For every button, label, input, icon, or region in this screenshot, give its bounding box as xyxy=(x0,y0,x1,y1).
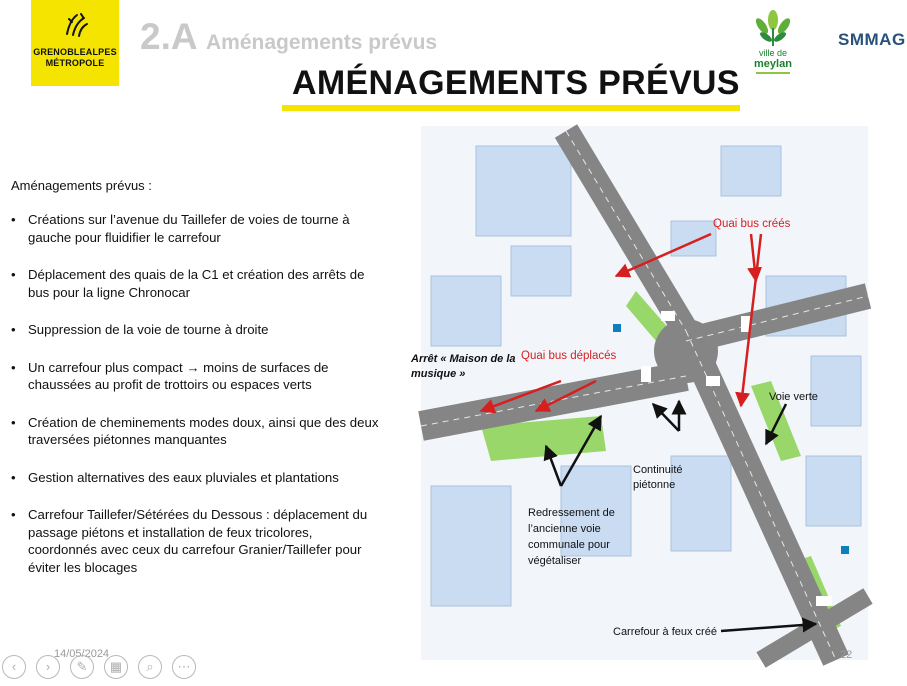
bullet-item: • Créations sur l’avenue du Taillefer de voies de tourne à gauche pour fluidifier le carrefour xyxy=(11,211,381,246)
pen-icon[interactable]: ✎ xyxy=(70,655,94,679)
smmag-logo: SMMAG xyxy=(838,30,906,49)
metropole-logo-icon xyxy=(61,10,91,40)
label-carrefour-feux: Carrefour à feux créé xyxy=(613,626,717,638)
label-continuite-line1: Continuité xyxy=(633,464,683,476)
bullet-item: • Suppression de la voie de tourne à droite xyxy=(11,321,381,339)
logo-text-line2: MÉTROPOLE xyxy=(45,58,105,68)
label-arret-line2: musique » xyxy=(411,368,466,380)
label-redressement-3: communale pour xyxy=(528,539,610,551)
bullet-item: • Un carrefour plus compact → moins de surfaces de chaussées au profit de trottoirs ou espaces verts xyxy=(11,359,381,394)
leaf-icon xyxy=(748,6,798,48)
grenoble-alpes-metropole-logo xyxy=(31,0,119,86)
bullet-item: • Déplacement des quais de la C1 et création des arrêts de bus pour la ligne Chronocar xyxy=(11,266,381,301)
meylan-logo-line1: ville de xyxy=(758,48,787,58)
section-number: 2.A xyxy=(140,16,198,57)
logo-text-line1: GRENOBLEALPES xyxy=(33,47,117,57)
bullet-list xyxy=(11,211,381,596)
label-arret-line1: Arrêt « Maison de la xyxy=(411,353,516,365)
label-continuite-line2: piétonne xyxy=(633,479,676,491)
label-voie-verte: Voie verte xyxy=(769,391,818,403)
meylan-logo-line2: meylan xyxy=(754,58,792,70)
slide-date: 14/05/2024 xyxy=(54,648,110,660)
label-quai-bus-deplaces: Quai bus déplacés xyxy=(521,350,617,362)
label-redressement-2: l’ancienne voie xyxy=(528,523,601,535)
intro-text: Aménagements prévus : xyxy=(11,178,152,193)
more-icon[interactable]: ⋯ xyxy=(172,655,196,679)
bullet-item: • Gestion alternatives des eaux pluviales et plantations xyxy=(11,469,381,487)
bullet-item: • Création de cheminements modes doux, ainsi que des deux traversées piétonnes manquantes xyxy=(11,414,381,449)
page-title: AMÉNAGEMENTS PRÉVUS xyxy=(292,64,740,102)
label-quai-bus-crees: Quai bus créés xyxy=(713,218,791,230)
section-title: Aménagements prévus xyxy=(206,31,438,54)
intersection-plan-map xyxy=(411,126,868,660)
next-icon[interactable]: › xyxy=(36,655,60,679)
meylan-logo xyxy=(748,6,798,72)
label-redressement-4: végétaliser xyxy=(528,555,582,567)
slides-icon[interactable]: ▦ xyxy=(104,655,128,679)
title-underline xyxy=(282,105,740,111)
slide-page-number: 22 xyxy=(840,649,853,661)
bullet-item: • Carrefour Taillefer/Sétérées du Dessous : déplacement du passage piétons et installation de feux tricolores, coordonnés avec ceux du carrefour Granier/Taillefer pour éviter les blocages xyxy=(11,506,381,576)
zoom-icon[interactable]: ⌕ xyxy=(138,655,162,679)
prev-icon[interactable]: ‹ xyxy=(2,655,26,679)
meylan-logo-underline xyxy=(756,72,790,74)
label-redressement-1: Redressement de xyxy=(528,507,615,519)
